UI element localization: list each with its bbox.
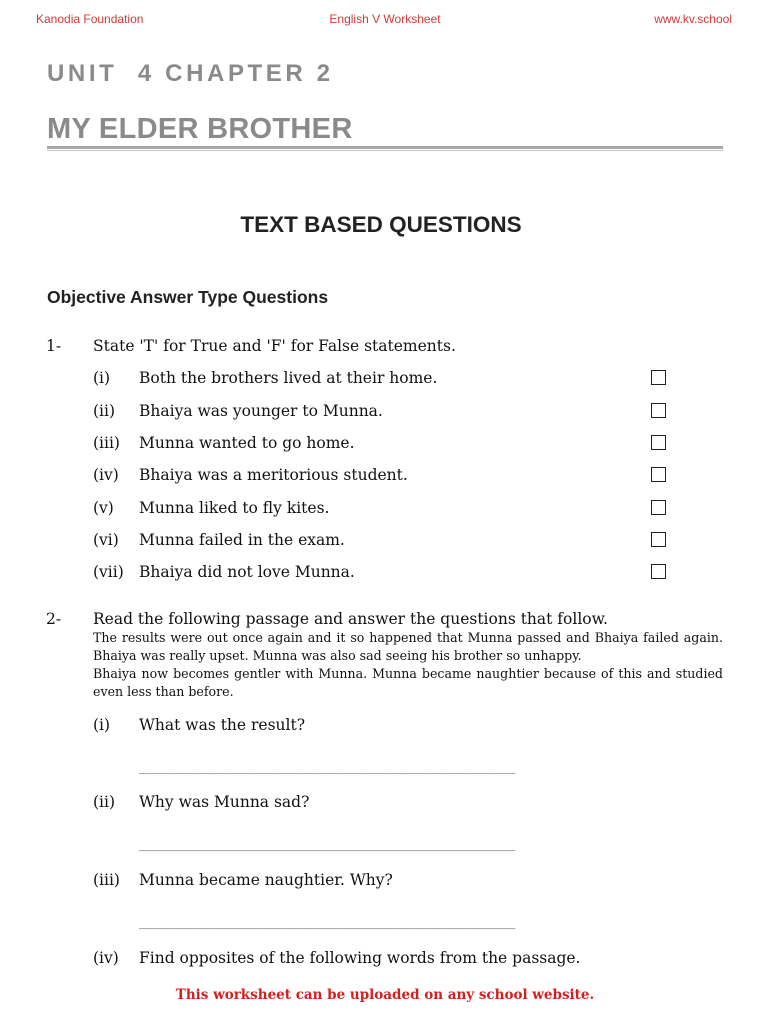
q2-item-1-number: (i) [93,716,111,734]
q1-item-6-text: Munna failed in the exam. [139,531,345,549]
question-1-number: 1- [46,337,62,355]
q1-item-5-number: (v) [93,499,114,517]
q1-item-7-text: Bhaiya did not love Munna. [139,563,355,581]
q2-item-1-text: What was the result? [139,716,306,734]
title-rule [47,146,723,149]
q1-item-1-number: (i) [93,369,111,387]
q1-item-3-text: Munna wanted to go home. [139,434,355,452]
q1-item-2-text: Bhaiya was younger to Munna. [139,402,383,420]
header-org: Kanodia Foundation [36,12,144,26]
header-website: www.kv.school [654,12,732,26]
q1-item-1-text: Both the brothers lived at their home. [139,369,438,387]
section-title: TEXT BASED QUESTIONS [240,212,522,237]
q1-item-3-number: (iii) [93,434,120,452]
q2-item-4-number: (iv) [93,949,119,967]
q2-item-3-answer-line[interactable]: _________________________________________________ [139,915,516,930]
header-title: English V Worksheet [329,12,441,26]
footer-note: This worksheet can be uploaded on any school website. [175,987,595,1003]
passage-paragraph-1: The results were out once again and it so happened that Munna passed and Bhaiya failed again. Bhaiya was really upset. Munna was also sad seeing his brother so unhappy. [93,630,723,663]
q1-item-4-checkbox[interactable] [651,467,666,482]
q1-item-6-checkbox[interactable] [651,532,666,547]
q1-item-6-number: (vi) [93,531,119,549]
q1-item-2-checkbox[interactable] [651,403,666,418]
q2-item-3-text: Munna became naughtier. Why? [139,871,393,889]
q1-item-7-checkbox[interactable] [651,564,666,579]
question-2-text: Read the following passage and answer the questions that follow. [93,610,608,628]
q1-item-1-checkbox[interactable] [651,370,666,385]
q2-item-3-number: (iii) [93,871,120,889]
q2-item-2-answer-line[interactable]: _________________________________________________ [139,837,516,852]
q1-item-3-checkbox[interactable] [651,435,666,450]
q2-item-1-answer-line[interactable]: _________________________________________________ [139,760,516,775]
unit-line: UNIT 4 CHAPTER 2 [47,60,334,87]
q1-item-2-number: (ii) [93,402,116,420]
q1-item-5-text: Munna liked to fly kites. [139,499,330,517]
q1-item-7-number: (vii) [93,563,124,581]
question-1-text: State 'T' for True and 'F' for False statements. [93,337,456,355]
q1-item-4-number: (iv) [93,466,119,484]
q2-item-2-text: Why was Munna sad? [139,793,310,811]
subsection-title: Objective Answer Type Questions [47,287,329,307]
q1-item-5-checkbox[interactable] [651,500,666,515]
q1-item-4-text: Bhaiya was a meritorious student. [139,466,408,484]
passage-paragraph-2: Bhaiya now becomes gentler with Munna. Munna became naughtier because of this and studied even less than before. [93,666,723,699]
chapter-title: MY ELDER BROTHER [47,113,353,145]
q2-item-4-text: Find opposites of the following words from the passage. [139,949,581,967]
title-rule-shadow [47,150,723,151]
q2-item-2-number: (ii) [93,793,116,811]
question-2-number: 2- [46,610,62,628]
